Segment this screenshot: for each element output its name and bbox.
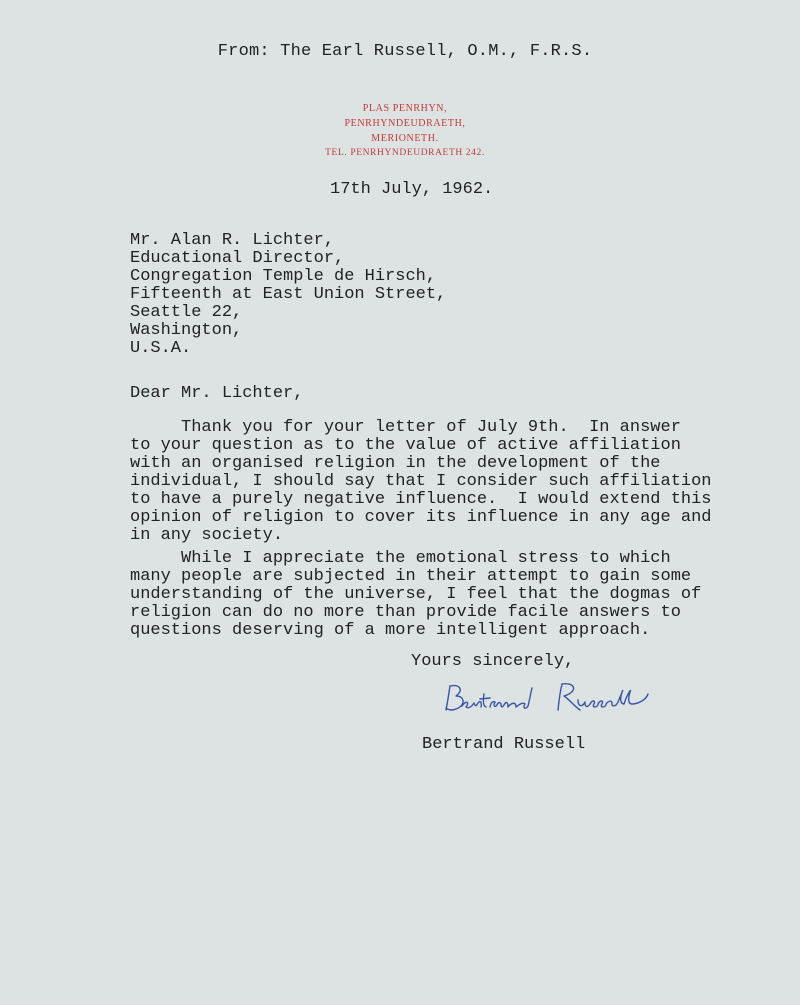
body-line: to your question as to the value of active affiliation	[130, 436, 681, 455]
letterhead-line: PLAS PENRHYN,	[362, 103, 448, 114]
closing: Yours sincerely,	[411, 652, 575, 671]
salutation: Dear Mr. Lichter,	[130, 384, 304, 403]
recipient-line: Washington,	[130, 321, 243, 340]
body-line: to have a purely negative influence. I would extend this	[130, 490, 712, 509]
recipient-line: Congregation Temple de Hirsch,	[130, 267, 437, 286]
body-line: many people are subjected in their attempt to gain some	[130, 567, 692, 586]
body-line: individual, I should say that I consider such affiliation	[130, 472, 712, 491]
body-paragraph-1	[130, 419, 712, 545]
body-paragraph-2	[130, 550, 701, 640]
body-line: Thank you for your letter of July 9th. In answer	[130, 418, 681, 437]
letterhead-address	[0, 101, 800, 161]
letterhead-line: MERIONETH.	[371, 133, 439, 144]
recipient-line: Seattle 22,	[130, 303, 243, 322]
recipient-line: Fifteenth at East Union Street,	[130, 285, 447, 304]
body-line: questions deserving of a more intelligent approach.	[130, 621, 651, 640]
recipient-line: Mr. Alan R. Lichter,	[130, 231, 335, 250]
letterhead-telephone: TEL. PENRHYNDEUDRAETH 242.	[325, 148, 485, 158]
letter-date: 17th July, 1962.	[330, 180, 494, 199]
signer-name: Bertrand Russell	[422, 735, 586, 754]
recipient-line: U.S.A.	[130, 339, 192, 358]
body-line: opinion of religion to cover its influence in any age and	[130, 508, 712, 527]
recipient-line: Educational Director,	[130, 249, 345, 268]
body-line: understanding of the universe, I feel that the dogmas of	[130, 585, 702, 604]
body-line: While I appreciate the emotional stress to which	[130, 549, 671, 568]
recipient-address	[130, 232, 446, 358]
body-line: in any society.	[130, 526, 284, 545]
letterhead-line: PENRHYNDEUDRAETH,	[344, 118, 466, 129]
handwritten-signature	[440, 678, 670, 726]
body-line: with an organised religion in the development of the	[130, 454, 661, 473]
body-line: religion can do no more than provide facile answers to	[130, 603, 681, 622]
from-line: From: The Earl Russell, O.M., F.R.S.	[217, 42, 593, 61]
